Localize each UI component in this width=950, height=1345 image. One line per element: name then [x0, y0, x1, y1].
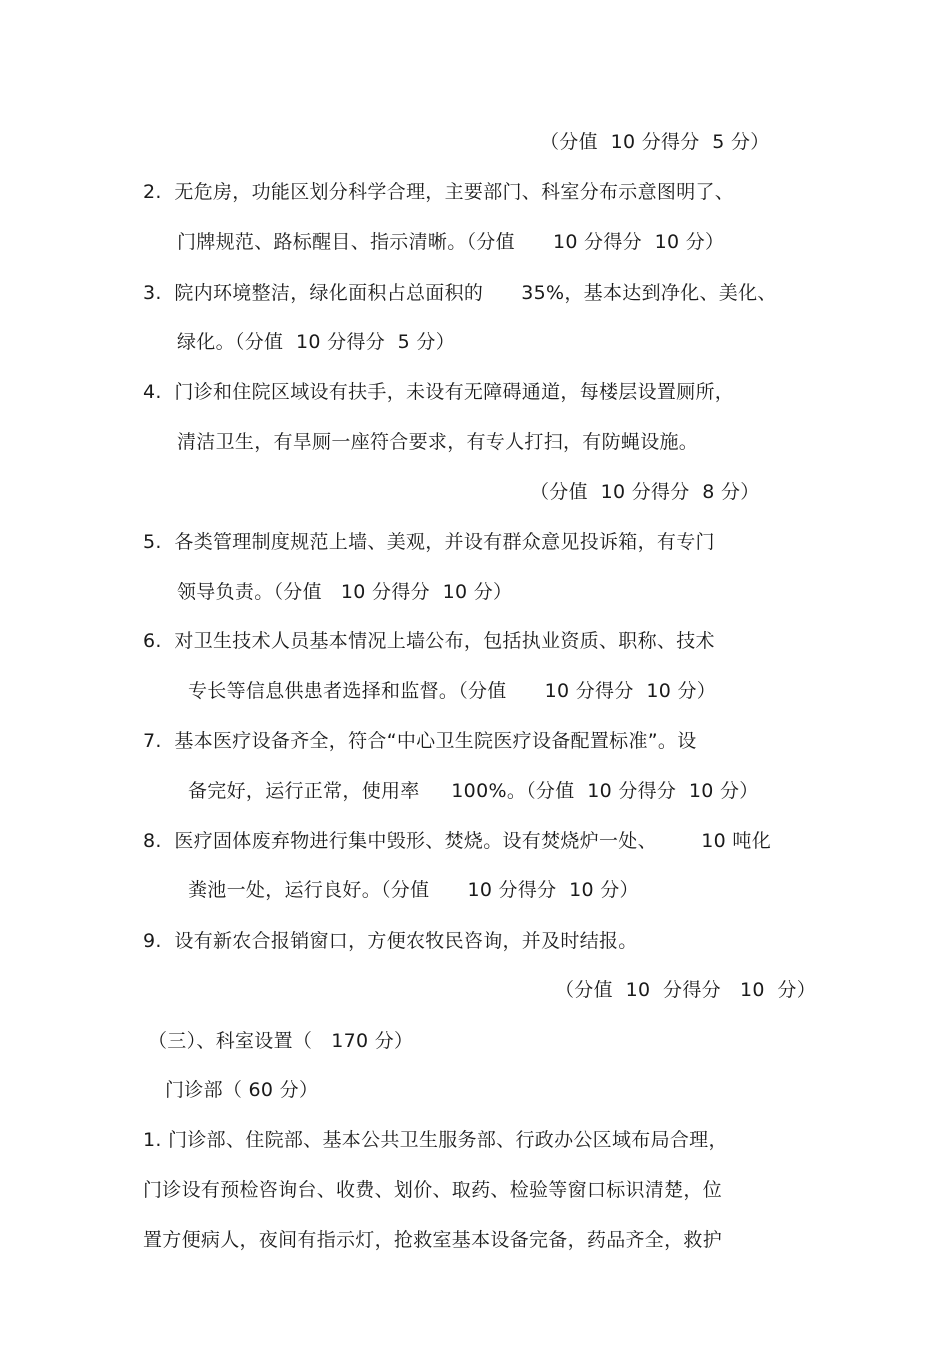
- text-line: 8. 医疗固体废弃物进行集中毁形、焚烧。设有焚烧炉一处、 10 吨化: [143, 830, 772, 852]
- text-line: （分值 10 分得分 10 分）: [555, 979, 817, 1001]
- text-line: （分值 10 分得分 5 分）: [540, 131, 770, 153]
- text-line: 备完好，运行正常，使用率 100%。（分值 10 分得分 10 分）: [188, 780, 759, 802]
- text-line: 门牌规范、路标醒目、指示清晰。（分值 10 分得分 10 分）: [177, 231, 725, 253]
- text-line: 3. 院内环境整洁，绿化面积占总面积的 35%，基本达到净化、美化、: [143, 282, 777, 304]
- text-line: 2. 无危房，功能区划分科学合理，主要部门、科室分布示意图明了、: [143, 181, 735, 203]
- text-line: 领导负责。（分值 10 分得分 10 分）: [177, 581, 513, 603]
- text-line: 清洁卫生，有旱厕一座符合要求，有专人打扫，有防蝇设施。: [177, 431, 699, 453]
- text-line: 置方便病人，夜间有指示灯，抢救室基本设备完备，药品齐全，救护: [143, 1229, 723, 1251]
- section-heading: （三）、科室设置（ 170 分）: [148, 1030, 414, 1052]
- text-line: 4. 门诊和住院区域设有扶手，未设有无障碍通道，每楼层设置厕所，: [143, 381, 735, 403]
- text-line: 1. 门诊部、住院部、基本公共卫生服务部、行政办公区域布局合理，: [143, 1129, 728, 1151]
- text-line: 6. 对卫生技术人员基本情况上墙公布，包括执业资质、职称、技术: [143, 630, 715, 652]
- text-line: 门诊设有预检咨询台、收费、划价、取药、检验等窗口标识清楚，位: [143, 1179, 723, 1201]
- subsection-heading: 门诊部（ 60 分）: [165, 1079, 319, 1101]
- text-line: 粪池一处，运行良好。（分值 10 分得分 10 分）: [188, 879, 639, 901]
- text-line: 7. 基本医疗设备齐全，符合“中心卫生院医疗设备配置标准”。设: [143, 730, 697, 752]
- text-line: 专长等信息供患者选择和监督。（分值 10 分得分 10 分）: [188, 680, 717, 702]
- text-line: 绿化。（分值 10 分得分 5 分）: [177, 331, 456, 353]
- text-line: 9. 设有新农合报销窗口，方便农牧民咨询，并及时结报。: [143, 930, 638, 952]
- text-line: 5. 各类管理制度规范上墙、美观，并设有群众意见投诉箱，有专门: [143, 531, 715, 553]
- text-line: （分值 10 分得分 8 分）: [530, 481, 760, 503]
